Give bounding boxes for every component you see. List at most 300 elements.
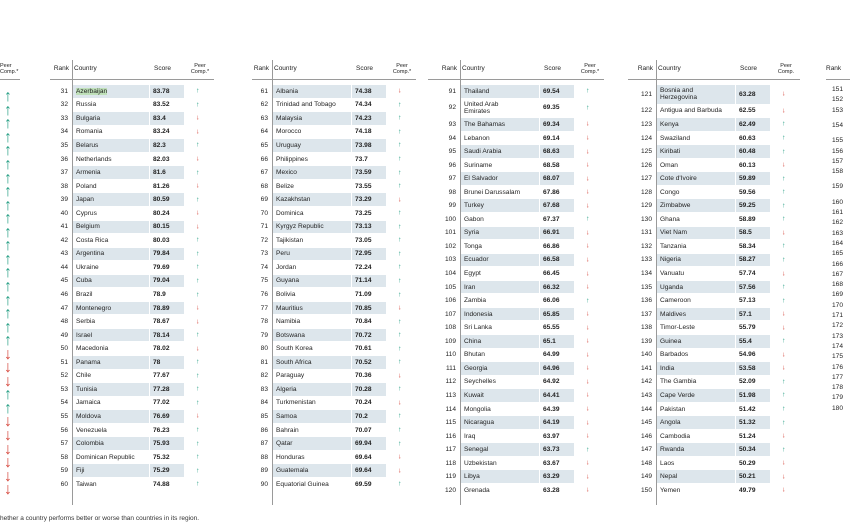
rank-cell: 179 <box>832 394 844 402</box>
country-cell <box>657 294 735 307</box>
arrow-down-icon: ↓ <box>196 223 200 231</box>
country-name: Belarus <box>76 141 99 149</box>
country-cell <box>73 383 149 396</box>
table-row <box>628 389 800 402</box>
arrow-down-icon: ↓ <box>586 229 590 237</box>
table-row <box>252 153 416 166</box>
country-cell <box>73 221 149 234</box>
header-peer-line1: Peer <box>396 63 408 69</box>
rank-cell: 49 <box>60 331 68 339</box>
rank-cell: 109 <box>444 337 456 345</box>
country-cell <box>657 416 735 429</box>
header-rule <box>50 79 214 80</box>
header-rule <box>0 79 20 80</box>
rank-cell: 99 <box>448 202 456 210</box>
arrow-down-icon: ↓ <box>398 196 402 204</box>
arrow-up-icon: ↑ <box>398 440 402 448</box>
table-row <box>50 397 214 410</box>
arrow-up-icon: ↑ <box>196 250 200 258</box>
country-name: Antigua and Barbuda <box>660 107 722 115</box>
arrow-up-icon: ↑ <box>782 283 786 291</box>
country-name: Trinidad and Tobago <box>276 101 336 109</box>
score-cell: 63.67 <box>543 459 560 467</box>
table-row <box>50 126 214 139</box>
score-cell: 73.29 <box>352 193 386 206</box>
table-row <box>252 126 416 139</box>
country-cell <box>273 464 351 477</box>
country-cell <box>657 267 735 280</box>
country-name: Kuwait <box>464 391 484 399</box>
arrow-up-icon: ↑ <box>4 223 12 241</box>
header-country: Country <box>658 65 681 72</box>
rank-cell: 124 <box>640 134 652 142</box>
score-cell: 57.1 <box>736 308 770 321</box>
table-row <box>252 221 416 234</box>
arrow-up-icon: ↑ <box>196 87 200 95</box>
score-cell: 59.25 <box>736 199 770 212</box>
country-cell <box>273 193 351 206</box>
arrow-up-icon: ↑ <box>586 446 590 454</box>
rank-cell: 171 <box>832 312 844 319</box>
table-row <box>628 416 800 429</box>
rank-cell: 165 <box>832 250 844 258</box>
rank-cell: 136 <box>640 297 652 305</box>
country-name: Rwanda <box>660 446 685 454</box>
table-row <box>428 376 604 389</box>
table-row <box>50 370 214 383</box>
rank-cell: 56 <box>60 426 68 434</box>
score-cell: 63.28 <box>736 85 770 104</box>
arrow-up-icon: ↑ <box>782 446 786 454</box>
table-row <box>628 159 800 172</box>
score-cell: 66.45 <box>543 270 560 277</box>
score-cell: 80.24 <box>153 209 170 217</box>
country-name: Kenya <box>660 120 679 128</box>
arrow-up-icon: ↑ <box>4 196 12 214</box>
score-cell: 55.79 <box>739 324 756 332</box>
arrow-up-icon: ↑ <box>4 183 12 201</box>
table-row <box>628 172 800 185</box>
country-name: Japan <box>76 196 94 204</box>
country-cell <box>73 464 149 477</box>
country-name: Senegal <box>464 446 489 454</box>
table-row <box>628 227 800 240</box>
score-cell: 64.39 <box>543 405 560 413</box>
country-cell <box>73 356 149 369</box>
score-cell: 70.36 <box>355 372 372 380</box>
arrow-down-icon: ↓ <box>586 486 590 494</box>
rank-cell: 159 <box>832 183 844 191</box>
arrow-up-icon: ↑ <box>196 236 200 244</box>
table-row <box>252 261 416 274</box>
score-cell: 76.23 <box>153 426 170 434</box>
score-cell: 75.93 <box>150 437 184 450</box>
arrow-down-icon: ↓ <box>586 283 590 291</box>
arrow-down-icon: ↓ <box>4 413 12 431</box>
country-cell <box>461 349 539 362</box>
country-cell <box>273 397 351 410</box>
country-cell <box>657 172 735 185</box>
country-cell <box>461 484 539 497</box>
score-cell: 70.61 <box>355 345 372 353</box>
country-cell <box>73 410 149 423</box>
table-row <box>628 457 800 470</box>
rank-cell: 51 <box>60 358 68 366</box>
country-name: Uganda <box>660 283 684 291</box>
rank-cell: 116 <box>445 432 456 440</box>
rank-cell: 132 <box>640 242 652 250</box>
country-name: Oman <box>660 161 678 169</box>
header-peer-line1: Peer <box>194 63 206 69</box>
rank-cell: 87 <box>260 440 268 448</box>
country-name: Seychelles <box>464 378 496 386</box>
score-cell: 70.85 <box>352 302 386 315</box>
country-cell <box>657 145 735 158</box>
country-cell <box>273 180 351 193</box>
country-cell <box>273 139 351 152</box>
country-cell <box>657 376 735 389</box>
country-cell <box>461 321 539 334</box>
rank-cell: 59 <box>60 467 68 475</box>
rank-cell: 88 <box>260 453 268 461</box>
arrow-down-icon: ↓ <box>586 256 590 264</box>
table-row <box>428 199 604 212</box>
country-cell <box>657 186 735 199</box>
score-cell: 78.14 <box>150 329 184 342</box>
country-cell <box>73 315 149 328</box>
table-row <box>252 288 416 301</box>
table-row <box>428 172 604 185</box>
rank-cell: 34 <box>60 128 68 136</box>
table-row <box>50 166 214 179</box>
country-cell <box>657 403 735 416</box>
score-cell: 70.28 <box>352 383 386 396</box>
country-cell <box>461 376 539 389</box>
score-cell: 70.2 <box>352 410 386 423</box>
table-row <box>628 362 800 375</box>
score-cell: 51.24 <box>739 432 756 440</box>
arrow-up-icon: ↑ <box>4 156 12 174</box>
country-name: Macedonia <box>76 345 109 353</box>
rank-cell: 67 <box>260 169 268 177</box>
table-row <box>628 240 800 253</box>
country-name: Cameroon <box>660 297 691 305</box>
arrow-up-icon: ↑ <box>586 87 590 95</box>
rank-cell: 149 <box>640 473 652 481</box>
country-name: Yemen <box>660 486 681 494</box>
table-row <box>50 288 214 301</box>
country-name: South Africa <box>276 358 312 366</box>
header-peer-line1: Peer <box>584 63 596 69</box>
score-cell: 67.86 <box>543 188 560 196</box>
rank-cell: 174 <box>832 342 844 350</box>
score-cell: 83.24 <box>153 128 170 136</box>
country-name: Ghana <box>660 215 680 223</box>
country-cell <box>273 234 351 247</box>
rank-cell: 146 <box>640 432 652 440</box>
country-name: Chile <box>76 372 92 380</box>
country-name: Brunei Darussalam <box>464 188 521 196</box>
table-row <box>50 302 214 315</box>
header-rank-partial: Rank <box>826 65 842 72</box>
rank-cell: 148 <box>640 459 652 467</box>
rank-cell: 122 <box>640 107 652 115</box>
table-row <box>428 159 604 172</box>
country-cell <box>461 403 539 416</box>
country-name: Algeria <box>276 385 297 393</box>
arrow-down-icon: ↓ <box>196 345 200 353</box>
arrow-up-icon: ↑ <box>398 114 402 122</box>
rank-cell: 137 <box>640 310 652 318</box>
score-cell: 71.09 <box>355 291 372 299</box>
arrow-up-icon: ↑ <box>196 440 200 448</box>
table-row <box>252 139 416 152</box>
table-row <box>252 85 416 98</box>
country-cell <box>273 437 351 450</box>
table-row <box>428 416 604 429</box>
rank-cell: 83 <box>260 385 268 393</box>
country-name: Azerbaijan <box>76 87 108 95</box>
arrow-up-icon: ↑ <box>398 141 402 149</box>
score-cell: 72.95 <box>352 248 386 261</box>
country-cell <box>461 457 539 470</box>
country-cell <box>461 443 539 456</box>
table-row <box>428 240 604 253</box>
rank-cell: 50 <box>60 345 68 353</box>
country-name: Armenia <box>76 169 101 177</box>
country-name: Libya <box>464 473 480 481</box>
header-rank: Rank <box>441 65 457 72</box>
country-cell <box>73 451 149 464</box>
rank-cell: 33 <box>60 114 68 122</box>
arrow-up-icon: ↑ <box>196 169 200 177</box>
arrow-down-icon: ↓ <box>196 155 200 163</box>
score-cell: 57.13 <box>739 297 756 305</box>
rank-cell: 84 <box>260 399 268 407</box>
country-cell <box>461 281 539 294</box>
rank-cell: 79 <box>260 331 268 339</box>
arrow-up-icon: ↑ <box>398 412 402 420</box>
country-name: Samoa <box>276 412 297 420</box>
rank-cell: 63 <box>260 114 268 122</box>
country-cell <box>273 166 351 179</box>
rank-cell: 112 <box>445 378 456 386</box>
country-cell <box>461 85 539 98</box>
rank-cell: 129 <box>640 202 652 210</box>
country-cell <box>73 302 149 315</box>
table-row <box>428 132 604 145</box>
rank-cell: 125 <box>640 148 652 156</box>
table-row <box>252 275 416 288</box>
country-name: Botswana <box>276 331 305 339</box>
country-name: Egypt <box>464 270 481 277</box>
arrow-down-icon: ↓ <box>586 120 590 128</box>
rank-cell: 75 <box>260 277 268 285</box>
rank-cell: 163 <box>832 229 844 237</box>
country-cell <box>73 370 149 383</box>
score-cell: 79.84 <box>150 248 184 261</box>
arrow-up-icon: ↑ <box>196 453 200 461</box>
score-cell: 62.49 <box>736 118 770 131</box>
arrow-down-icon: ↓ <box>196 412 200 420</box>
header-rank: Rank <box>637 65 653 72</box>
rank-cell: 107 <box>444 310 456 318</box>
country-name: Bhutan <box>464 351 485 359</box>
arrow-up-icon: ↑ <box>782 148 786 156</box>
arrow-down-icon: ↓ <box>782 161 786 169</box>
country-cell <box>273 302 351 315</box>
arrow-up-icon: ↑ <box>782 405 786 413</box>
country-cell <box>657 457 735 470</box>
arrow-up-icon: ↑ <box>4 128 12 146</box>
score-cell: 49.79 <box>739 486 756 494</box>
table-row <box>50 234 214 247</box>
header-score: Score <box>356 65 373 72</box>
table-row <box>428 443 604 456</box>
arrow-up-icon: ↑ <box>196 263 200 271</box>
arrow-up-icon: ↑ <box>398 223 402 231</box>
country-name: Mexico <box>276 169 297 177</box>
country-cell <box>73 153 149 166</box>
country-name: Swaziland <box>660 134 691 142</box>
arrow-down-icon: ↓ <box>4 359 12 377</box>
country-name: Guyana <box>276 277 300 285</box>
country-cell <box>657 308 735 321</box>
rank-cell: 42 <box>60 236 68 244</box>
country-cell <box>657 281 735 294</box>
rank-cell: 45 <box>60 277 68 285</box>
table-row <box>428 335 604 348</box>
country-cell <box>73 478 149 491</box>
rank-cell: 141 <box>640 364 652 372</box>
country-name: Congo <box>660 188 680 196</box>
score-cell: 51.98 <box>736 389 770 402</box>
arrow-down-icon: ↓ <box>782 90 786 98</box>
country-name: Kiribati <box>660 148 681 156</box>
table-row <box>428 267 604 280</box>
country-cell <box>657 159 735 172</box>
country-cell <box>461 199 539 212</box>
country-name: Nepal <box>660 473 678 481</box>
score-cell: 78.67 <box>153 318 170 326</box>
country-name: Netherlands <box>76 155 112 163</box>
table-row <box>50 437 214 450</box>
score-cell: 68.63 <box>540 145 574 158</box>
score-cell: 65.85 <box>540 308 574 321</box>
rank-cell: 64 <box>260 128 268 136</box>
table-row <box>628 213 800 226</box>
country-name: Bosnia and Herzegovina <box>660 87 698 102</box>
header-country: Country <box>274 65 297 72</box>
arrow-down-icon: ↓ <box>782 229 786 237</box>
country-name: Bahrain <box>276 426 299 434</box>
score-cell: 80.59 <box>150 193 184 206</box>
country-name: Costa Rica <box>76 236 109 244</box>
score-cell: 81.26 <box>153 182 170 190</box>
arrow-up-icon: ↑ <box>4 210 12 228</box>
score-cell: 53.58 <box>736 362 770 375</box>
arrow-down-icon: ↓ <box>586 391 590 399</box>
country-cell <box>657 430 735 443</box>
country-name: Albania <box>276 87 298 95</box>
table-row <box>428 85 604 98</box>
arrow-down-icon: ↓ <box>196 209 200 217</box>
header-rule <box>826 79 850 80</box>
rank-cell: 177 <box>832 373 844 381</box>
arrow-up-icon: ↑ <box>398 331 402 339</box>
rank-cell: 153 <box>832 106 844 114</box>
rank-cell: 36 <box>60 155 68 163</box>
arrow-down-icon: ↓ <box>782 486 786 494</box>
header-peer-line1: Peer <box>0 63 12 69</box>
country-name: Qatar <box>276 440 293 448</box>
country-cell <box>73 99 149 112</box>
rank-cell: 152 <box>832 96 844 104</box>
arrow-up-icon: ↑ <box>4 386 12 404</box>
score-cell: 76.69 <box>150 410 184 423</box>
country-name: Moldova <box>76 412 101 420</box>
arrow-down-icon: ↓ <box>398 304 402 312</box>
arrow-down-icon: ↓ <box>782 473 786 481</box>
table-row <box>252 397 416 410</box>
table-row <box>252 451 416 464</box>
rank-cell: 37 <box>60 169 68 177</box>
country-name: El Salvador <box>464 175 498 183</box>
arrow-down-icon: ↓ <box>4 440 12 458</box>
arrow-up-icon: ↑ <box>398 101 402 109</box>
header-peer-line2: Comp.* <box>392 69 412 75</box>
country-name: Tajikistan <box>276 236 304 244</box>
score-cell: 58.89 <box>739 215 756 223</box>
footnote: hether a country performs better or worse than countries in its region. <box>0 515 200 522</box>
country-cell <box>273 207 351 220</box>
rank-cell: 43 <box>60 250 68 258</box>
country-cell <box>73 248 149 261</box>
score-cell: 62.55 <box>739 107 756 115</box>
table-row <box>428 308 604 321</box>
rank-cell: 147 <box>640 446 652 454</box>
country-name: Namibia <box>276 318 301 326</box>
country-cell <box>273 261 351 274</box>
header-peer-line2: Comp.* <box>580 69 600 75</box>
rank-cell: 151 <box>832 86 844 93</box>
arrow-down-icon: ↓ <box>4 454 12 472</box>
arrow-down-icon: ↓ <box>586 324 590 332</box>
country-name: Angola <box>660 419 681 427</box>
arrow-up-icon: ↑ <box>196 291 200 299</box>
country-cell <box>273 424 351 437</box>
country-name: Dominican Republic <box>76 453 135 461</box>
table-row <box>628 335 800 348</box>
country-name: Fiji <box>76 467 85 475</box>
rank-cell: 170 <box>832 301 844 309</box>
rank-cell: 154 <box>832 121 844 129</box>
arrow-up-icon: ↑ <box>4 291 12 309</box>
country-cell <box>273 356 351 369</box>
rank-cell: 133 <box>640 256 652 264</box>
arrow-down-icon: ↓ <box>586 175 590 183</box>
table-row <box>628 254 800 267</box>
country-cell <box>461 254 539 267</box>
arrow-up-icon: ↑ <box>398 277 402 285</box>
country-name: Zambia <box>464 297 486 305</box>
arrow-down-icon: ↓ <box>782 270 786 277</box>
score-cell: 71.14 <box>352 275 386 288</box>
table-row <box>50 248 214 261</box>
score-cell: 58.34 <box>739 242 756 250</box>
rank-cell: 40 <box>60 209 68 217</box>
country-cell <box>657 484 735 497</box>
